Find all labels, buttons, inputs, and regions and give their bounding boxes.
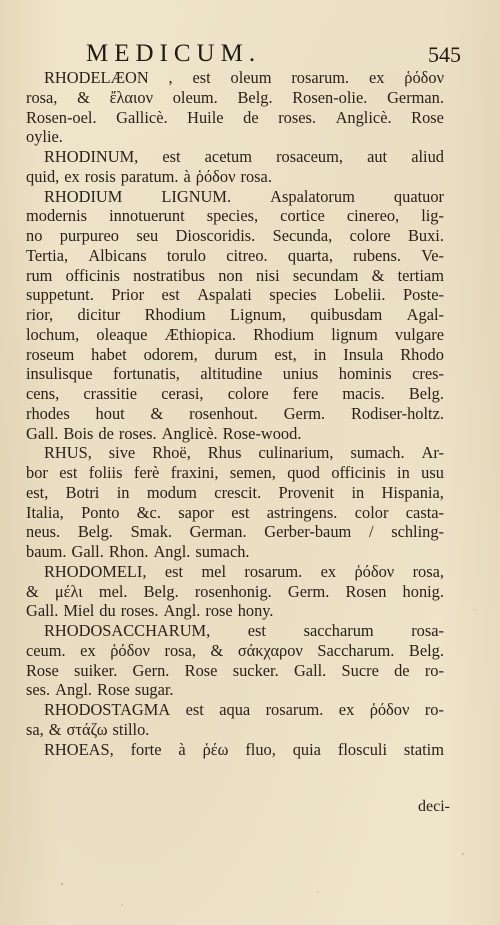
word: rosarum. bbox=[244, 561, 303, 581]
word: sapor bbox=[178, 502, 214, 522]
word: cens, bbox=[26, 384, 60, 403]
word: baum. bbox=[26, 542, 67, 561]
word: sumach. bbox=[195, 542, 250, 561]
word: est bbox=[231, 502, 250, 522]
word: Rosen bbox=[345, 581, 387, 601]
word: acetum bbox=[204, 147, 252, 166]
text-line bbox=[26, 641, 444, 661]
word: roses. bbox=[118, 423, 157, 443]
word: quarta, bbox=[287, 245, 333, 265]
word: rosa, bbox=[26, 87, 58, 107]
word: nisi bbox=[256, 265, 280, 285]
word: Rose bbox=[184, 660, 218, 680]
word: RHODIUM bbox=[44, 186, 123, 206]
word: Aspalatorum bbox=[270, 186, 355, 206]
text-line bbox=[26, 720, 444, 740]
word: RHODOMELI, bbox=[44, 561, 147, 581]
word: Buxi. bbox=[407, 226, 444, 245]
word: ῥόδον bbox=[195, 166, 236, 186]
word: in bbox=[313, 344, 327, 364]
catchword: deci- bbox=[418, 798, 450, 815]
word: secundam bbox=[292, 265, 359, 285]
word: altitudine bbox=[200, 364, 263, 384]
word: hony. bbox=[237, 601, 274, 621]
text-line bbox=[26, 542, 444, 562]
word: in bbox=[397, 463, 410, 482]
word: est bbox=[247, 621, 266, 640]
word: rosis bbox=[84, 166, 116, 186]
word: Albicans bbox=[88, 245, 147, 265]
word: hominis bbox=[338, 364, 392, 384]
word: statim bbox=[403, 739, 444, 759]
word: Rose bbox=[97, 680, 130, 700]
word: ses. bbox=[26, 680, 51, 700]
word: à bbox=[183, 166, 191, 186]
word: aqua bbox=[219, 700, 251, 719]
text-line bbox=[26, 522, 444, 542]
word: Belg. bbox=[408, 384, 444, 403]
word: Rose bbox=[411, 107, 444, 127]
word: Sucre bbox=[341, 660, 379, 680]
word: rosenhout. bbox=[189, 403, 258, 423]
text-line bbox=[26, 601, 444, 621]
word: ceum. bbox=[26, 640, 66, 660]
word: , bbox=[168, 68, 173, 87]
word: Ve- bbox=[421, 245, 444, 265]
word: colore bbox=[349, 226, 391, 245]
word: no bbox=[26, 226, 43, 245]
word: RHODOSTAGMA bbox=[44, 700, 171, 719]
word: durum bbox=[214, 344, 258, 364]
word: Angl. bbox=[163, 601, 201, 621]
word: crassitie bbox=[83, 384, 138, 403]
word: roses. bbox=[120, 601, 159, 621]
text-line bbox=[26, 206, 444, 226]
text-line bbox=[26, 305, 444, 325]
text-line bbox=[26, 443, 444, 463]
word: quid, bbox=[26, 166, 60, 186]
text-line bbox=[26, 503, 444, 523]
word: sugar. bbox=[134, 680, 174, 700]
word: Rose-wood. bbox=[222, 423, 302, 443]
text-line bbox=[26, 621, 444, 641]
word: ῥόδον bbox=[404, 68, 444, 87]
word: Germ. bbox=[287, 581, 330, 601]
word: aliud bbox=[411, 147, 444, 166]
word: modernis bbox=[26, 206, 88, 226]
word: species bbox=[269, 285, 317, 305]
word: Rhodium bbox=[253, 324, 315, 344]
word: fortunatis, bbox=[112, 364, 180, 384]
word: quatuor bbox=[393, 186, 444, 206]
word: mel bbox=[201, 561, 227, 581]
word: rosenhonig. bbox=[194, 581, 272, 601]
word: Aspalati bbox=[197, 285, 252, 305]
word: RHOEAS, bbox=[44, 739, 114, 759]
word: foliis bbox=[88, 463, 123, 482]
word: Rhodium bbox=[144, 305, 206, 324]
word: Belg. bbox=[237, 87, 273, 107]
word: &c. bbox=[136, 502, 161, 522]
word: Rhodo bbox=[400, 344, 444, 364]
word: Lignum, bbox=[230, 305, 287, 324]
word: rubens. bbox=[353, 245, 401, 265]
word: Miel bbox=[63, 601, 95, 621]
word: Ar- bbox=[421, 443, 444, 463]
word: lignum bbox=[331, 324, 378, 344]
word: Rosen-olie. bbox=[292, 87, 368, 107]
word: Hispania, bbox=[381, 482, 444, 502]
text-line bbox=[26, 364, 444, 384]
word: rosarum. bbox=[265, 700, 324, 719]
word: casta- bbox=[405, 502, 444, 522]
word: insulisque bbox=[26, 364, 93, 384]
word: German. bbox=[387, 87, 444, 107]
word: rosa- bbox=[411, 621, 444, 640]
word: rosa. bbox=[240, 166, 272, 186]
word: ῥόδον bbox=[369, 700, 410, 719]
word: lig- bbox=[421, 206, 444, 226]
word: ex bbox=[64, 166, 80, 186]
text-line bbox=[26, 582, 444, 602]
word: est bbox=[162, 147, 181, 166]
text-line bbox=[26, 88, 444, 108]
word: seu bbox=[136, 226, 159, 245]
word: sumach. bbox=[350, 443, 405, 463]
word: est bbox=[164, 561, 184, 581]
text-line bbox=[26, 384, 444, 404]
word: est bbox=[185, 700, 204, 719]
word: rose bbox=[205, 601, 233, 621]
word: aut bbox=[367, 147, 388, 166]
word: σάκχαρον bbox=[237, 640, 303, 660]
word: Belg. bbox=[143, 581, 179, 601]
word: Provenit bbox=[278, 482, 335, 502]
word: sa, bbox=[26, 719, 44, 739]
word: non bbox=[218, 265, 243, 285]
word: unius bbox=[282, 364, 319, 384]
word: rosaceum, bbox=[276, 147, 343, 166]
word: officinis bbox=[65, 265, 120, 285]
word: RHUS, bbox=[44, 443, 92, 463]
word: crescit. bbox=[214, 482, 262, 502]
word: de bbox=[394, 660, 410, 680]
word: ex bbox=[80, 640, 96, 660]
word: RHODINUM, bbox=[44, 147, 139, 166]
word: ex bbox=[368, 68, 385, 87]
word: RHODOSACCHARUM, bbox=[44, 621, 211, 640]
word: ro- bbox=[424, 700, 444, 719]
word: rhodes bbox=[26, 403, 70, 423]
word: & bbox=[77, 87, 90, 107]
word: innotuerunt bbox=[109, 206, 185, 226]
text-line bbox=[26, 700, 444, 720]
word: ro- bbox=[424, 660, 444, 680]
word: roseum bbox=[26, 344, 75, 364]
word: hout bbox=[95, 403, 125, 423]
word: sucker. bbox=[232, 660, 279, 680]
word: Agal- bbox=[406, 305, 444, 324]
word: Gall. bbox=[26, 601, 59, 621]
word: & bbox=[26, 581, 39, 601]
word: Bois bbox=[63, 423, 94, 443]
word: Secunda, bbox=[272, 226, 333, 245]
word: Huile bbox=[187, 107, 224, 127]
word: suppetunt. bbox=[26, 285, 94, 305]
word: / bbox=[368, 522, 374, 542]
word: est bbox=[59, 463, 78, 482]
word: Belg. bbox=[408, 640, 444, 660]
word: flosculi bbox=[337, 739, 388, 759]
word: Rhus bbox=[207, 443, 242, 463]
word: honig. bbox=[402, 581, 444, 601]
word: stillo. bbox=[112, 719, 150, 739]
word: Dioscoridis. bbox=[175, 226, 256, 245]
word: μέλι bbox=[54, 581, 83, 601]
word: ex bbox=[320, 561, 337, 581]
text-line bbox=[26, 147, 444, 167]
word: rosa, bbox=[164, 640, 196, 660]
text-line bbox=[26, 404, 444, 424]
text-line bbox=[26, 187, 444, 207]
word: bor bbox=[26, 463, 48, 482]
word: species, bbox=[206, 206, 259, 226]
word: & bbox=[150, 403, 164, 423]
text-line bbox=[26, 285, 444, 305]
word: culinarium, bbox=[258, 443, 334, 463]
word: cerasi, bbox=[161, 384, 204, 403]
word: forte bbox=[130, 739, 162, 759]
text-line bbox=[26, 167, 444, 187]
word: Gerber-baum bbox=[264, 522, 352, 542]
word: in bbox=[351, 482, 365, 502]
word: fraxini, bbox=[170, 463, 219, 482]
word: & bbox=[371, 265, 385, 285]
word: macis. bbox=[342, 384, 385, 403]
text-line bbox=[26, 108, 444, 128]
word: usu bbox=[421, 463, 444, 482]
word: Ponto bbox=[81, 502, 120, 522]
word: oylie. bbox=[26, 127, 63, 147]
word: oleaque bbox=[96, 324, 148, 344]
word: Saccharum. bbox=[317, 640, 395, 660]
word: de bbox=[98, 423, 114, 443]
word: rum bbox=[26, 265, 53, 285]
word: quia bbox=[292, 739, 321, 759]
word: στάζω bbox=[66, 719, 108, 739]
word: Anglicè. bbox=[161, 423, 218, 443]
word: est, bbox=[274, 344, 297, 364]
word: dicitur bbox=[77, 305, 121, 324]
word: schling- bbox=[391, 522, 444, 542]
text-line bbox=[26, 661, 444, 681]
word: rosa, bbox=[412, 561, 444, 581]
word: Rhon. bbox=[108, 542, 149, 561]
word: modum bbox=[146, 482, 197, 502]
word: German. bbox=[189, 522, 247, 542]
text-line bbox=[26, 68, 444, 88]
word: colore bbox=[227, 384, 269, 403]
word: Insula bbox=[343, 344, 384, 364]
text-line bbox=[26, 266, 444, 286]
word: & bbox=[210, 640, 224, 660]
word: suiker. bbox=[74, 660, 118, 680]
word: ῥέω bbox=[202, 739, 229, 759]
word: paratum. bbox=[120, 166, 179, 186]
word: cres- bbox=[412, 364, 444, 384]
word: Rhoë, bbox=[152, 443, 191, 463]
word: est bbox=[192, 68, 211, 87]
word: astringens. bbox=[266, 502, 338, 522]
word: Rosen-oel. bbox=[26, 107, 97, 127]
word: Prior bbox=[111, 285, 145, 305]
word: Lobelii. bbox=[334, 285, 386, 305]
word: LIGNUM. bbox=[161, 186, 232, 206]
word: ῥόδον bbox=[354, 561, 395, 581]
word: oleum. bbox=[172, 87, 218, 107]
word: sive bbox=[108, 443, 136, 463]
word: Gall. bbox=[71, 542, 104, 561]
word: Gall. bbox=[26, 423, 59, 443]
word: rior, bbox=[26, 305, 54, 324]
word: du bbox=[99, 601, 116, 621]
word: ex bbox=[338, 700, 355, 719]
text-line bbox=[26, 740, 444, 760]
word: Gern. bbox=[132, 660, 170, 680]
page-header bbox=[0, 40, 500, 70]
word: quibusdam bbox=[310, 305, 383, 324]
word: Poste- bbox=[402, 285, 444, 305]
text-line bbox=[26, 562, 444, 582]
word: ferè bbox=[133, 463, 160, 482]
word: roses. bbox=[278, 107, 316, 127]
word: fere bbox=[292, 384, 319, 403]
word: est, bbox=[26, 482, 49, 502]
word: odorem, bbox=[143, 344, 198, 364]
word: Tertia, bbox=[26, 245, 69, 265]
word: Rodiser-holtz. bbox=[350, 403, 444, 423]
text-line bbox=[26, 345, 444, 365]
word: semen, bbox=[229, 463, 276, 482]
text-line bbox=[26, 483, 444, 503]
word: & bbox=[48, 719, 62, 739]
text-line bbox=[26, 325, 444, 345]
word: Italia, bbox=[26, 502, 64, 522]
word: officinis bbox=[331, 463, 386, 482]
word: RHODELÆON bbox=[44, 68, 149, 87]
word: de bbox=[243, 107, 259, 127]
word: saccharum bbox=[303, 621, 374, 640]
word: Smak. bbox=[130, 522, 172, 542]
text-line bbox=[26, 463, 444, 483]
word: color bbox=[354, 502, 389, 522]
word: habet bbox=[91, 344, 127, 364]
word: Gallicè. bbox=[116, 107, 168, 127]
word: lochum, bbox=[26, 324, 80, 344]
word: cortice bbox=[280, 206, 325, 226]
word: fluo, bbox=[245, 739, 276, 759]
word: à bbox=[178, 739, 186, 759]
running-title: MEDICUM. bbox=[86, 40, 262, 67]
text-line bbox=[26, 246, 444, 266]
text-line bbox=[26, 680, 444, 700]
page-number: 545 bbox=[428, 42, 461, 67]
word: ἔλαιον bbox=[109, 87, 153, 107]
word: torulo bbox=[166, 245, 206, 265]
word: ῥόδον bbox=[110, 640, 150, 660]
word: Gall. bbox=[293, 660, 327, 680]
text-line bbox=[26, 226, 444, 246]
word: Æthiopica. bbox=[164, 324, 236, 344]
word: purpureo bbox=[59, 226, 119, 245]
word: Anglicè. bbox=[335, 107, 392, 127]
text-body bbox=[26, 68, 444, 759]
word: Botri bbox=[65, 482, 100, 502]
word: neus. bbox=[26, 522, 61, 542]
word: mel. bbox=[98, 581, 128, 601]
word: citreo. bbox=[226, 245, 268, 265]
text-line bbox=[26, 424, 444, 444]
word: nostratibus bbox=[133, 265, 206, 285]
word: rosarum. bbox=[291, 68, 350, 87]
word: Belg. bbox=[77, 522, 113, 542]
word: vulgare bbox=[394, 324, 444, 344]
word: tertiam bbox=[397, 265, 444, 285]
word: oleum bbox=[230, 68, 272, 87]
word: Angl. bbox=[153, 542, 191, 561]
word: cinereo, bbox=[346, 206, 400, 226]
word: Germ. bbox=[283, 403, 326, 423]
word: est bbox=[161, 285, 180, 305]
word: quod bbox=[287, 463, 320, 482]
word: in bbox=[116, 482, 130, 502]
word: Angl. bbox=[55, 680, 93, 700]
text-line bbox=[26, 127, 444, 147]
word: Rose bbox=[26, 660, 59, 680]
